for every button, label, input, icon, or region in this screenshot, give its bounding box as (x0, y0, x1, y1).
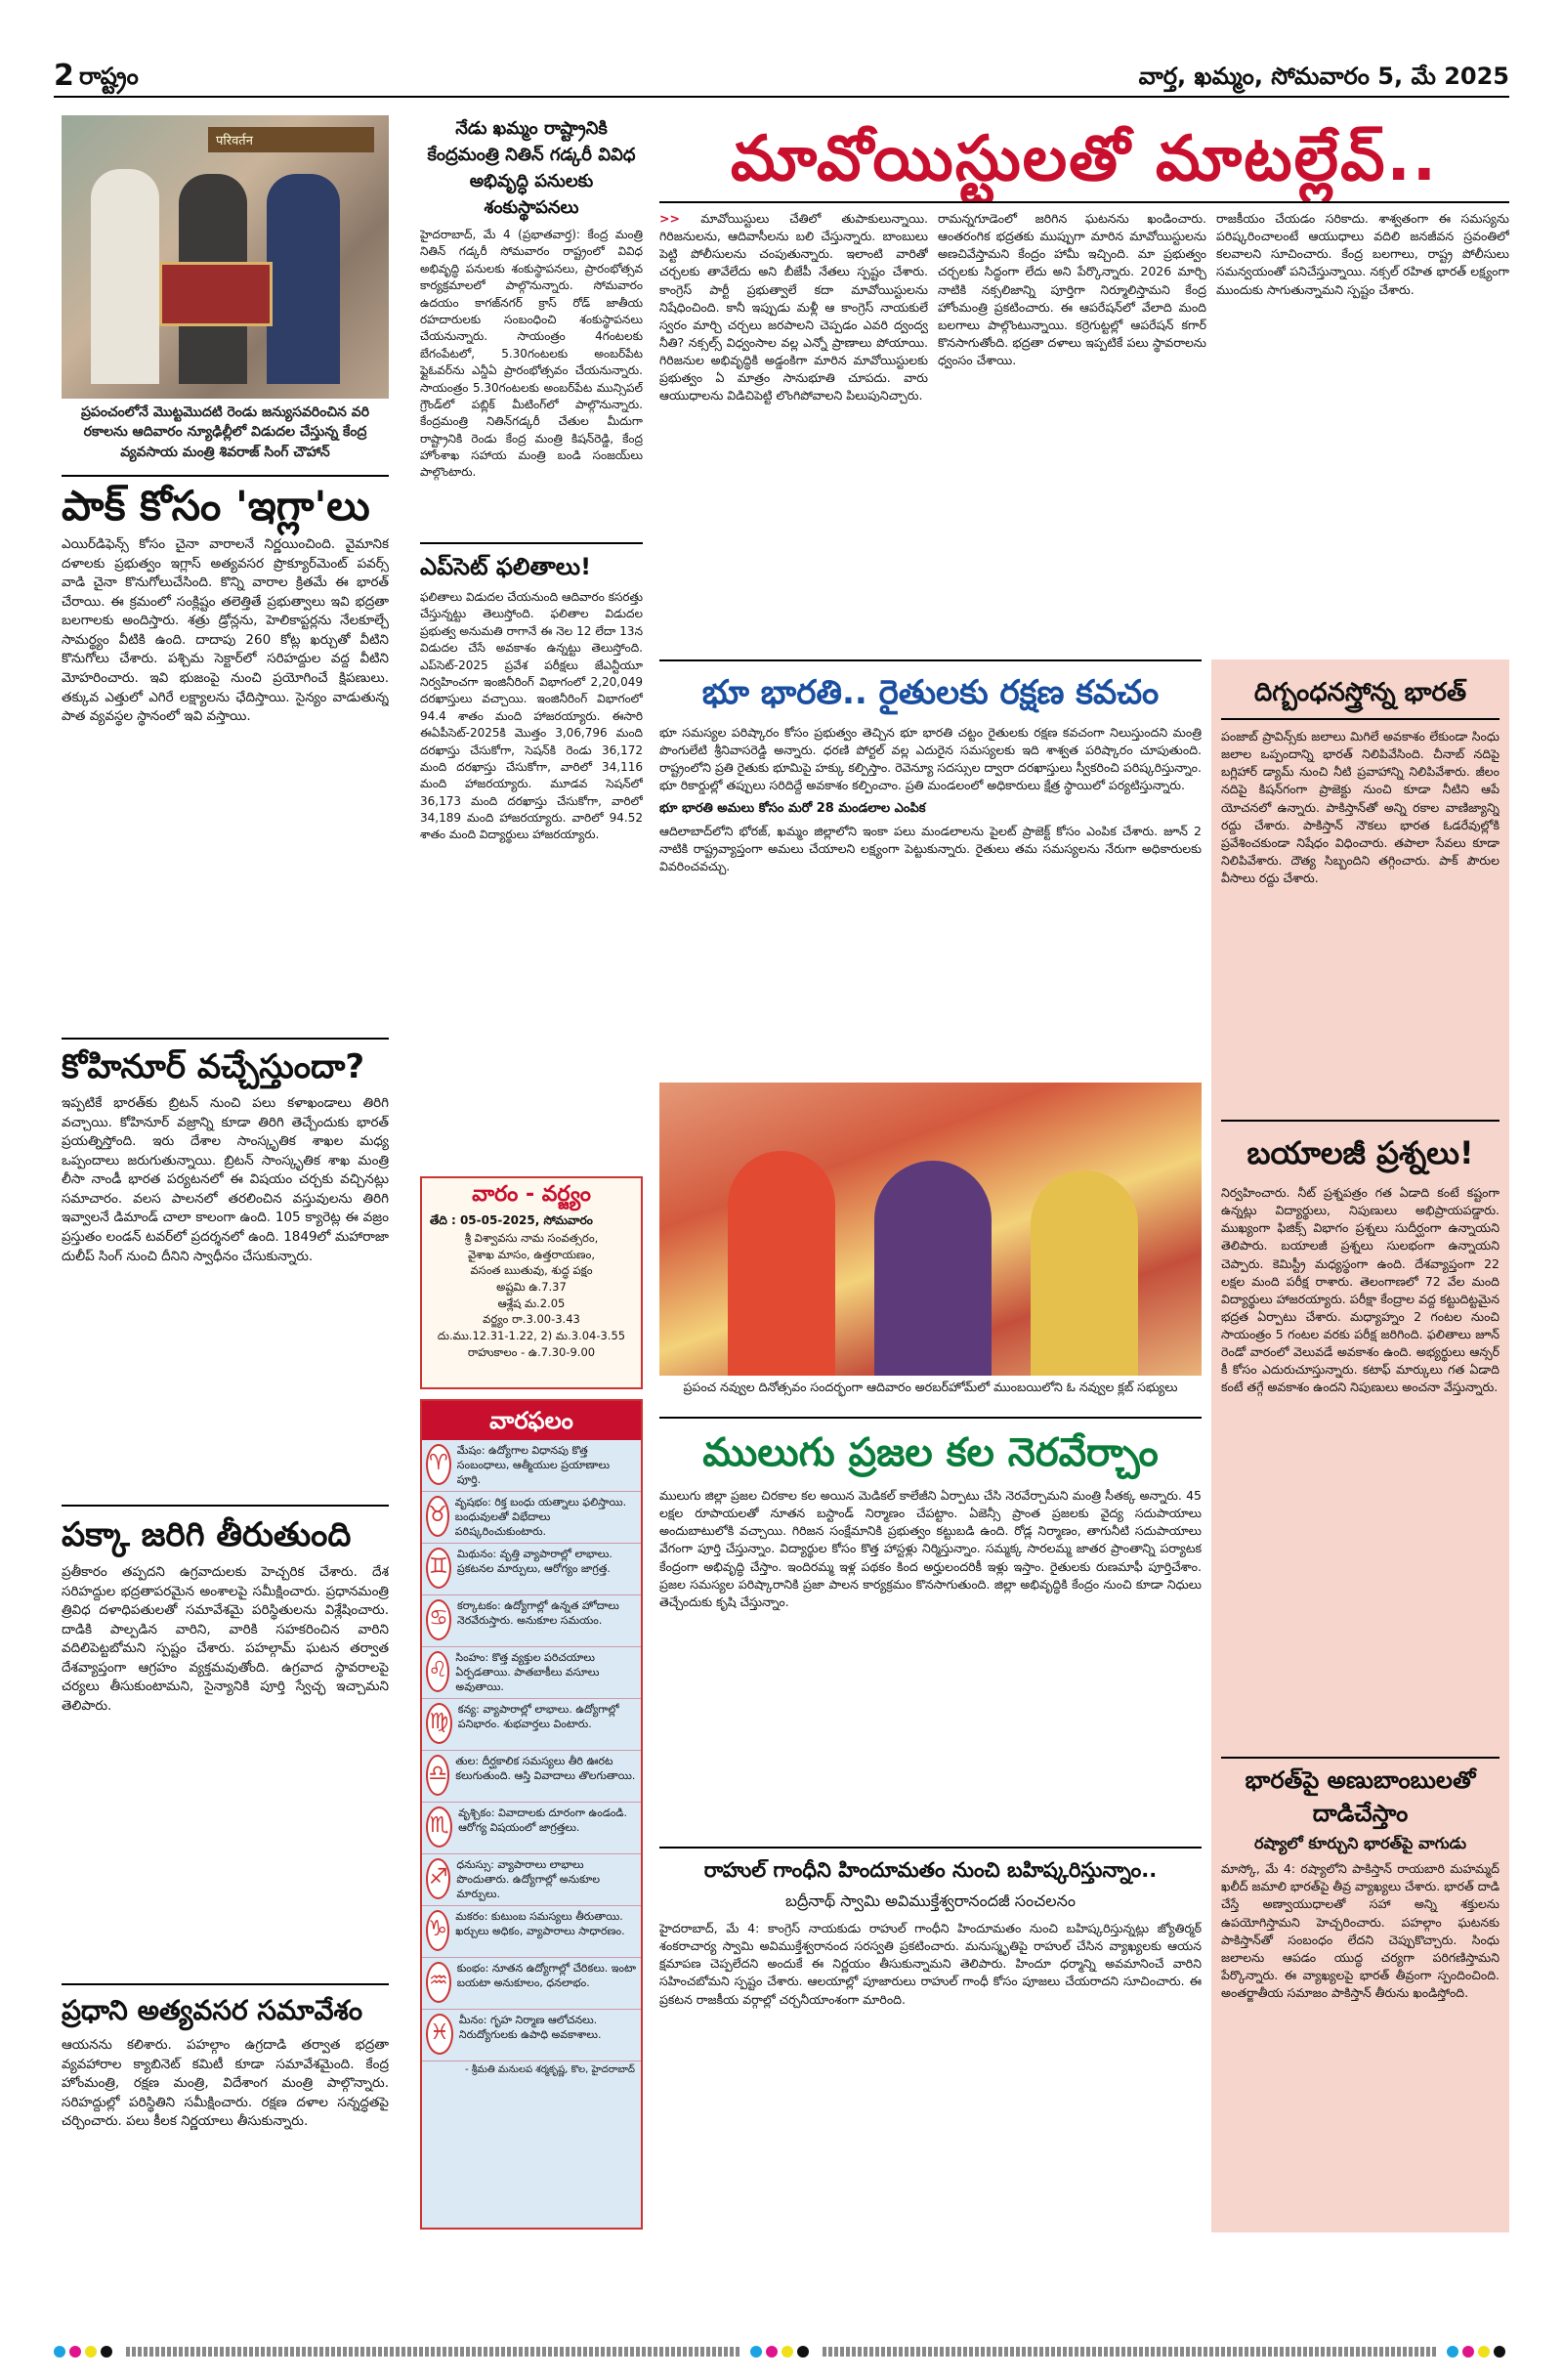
masthead-rule (54, 96, 1509, 98)
figure (267, 174, 340, 384)
bharat-anu-headline: భారత్‌పై అణుబాంబులతో దాడిచేస్తాం (1245, 1766, 1476, 1827)
kohinoor-body: ఇప్పటికే భారత్‌కు బ్రిటన్ నుంచి పలు కళాఖండాలు తిరిగి వచ్చాయి. కోహినూర్ వజ్రాన్ని కూడా తిరిగి తెచ్చేందుకు భారత్ ప్రయత్నిస్తోంది. ఇరు దేశాల సాంస్కృతిక శాఖల మధ్య ఒప్పందాలు జరుగుతున్నాయి. బ్రిటన్ సాంస్కృతిక శాఖ మంత్రి లీసా నాండీ భారత పర్యటనలో ఈ విషయం చర్చకు వచ్చినట్లు సమాచారం. వలస పాలనలో తరలించిన వస్తువులను తిరిగి ఇవ్వాలనే డిమాండ్ చాలా కాలంగా ఉంది. 105 క్యారెట్ల ఈ వజ్రం ప్రస్తుతం లండన్ టవర్‌లో ప్రదర్శనలో ఉంది. 1849లో మహారాజా దులీప్ సింగ్ నుంచి దీనిని స్వాధీనం చేసుకున్నారు. (62, 1095, 389, 1264)
rasi-text: మీనం: గృహ నిర్మాణ ఆలోచనలు. నిరుద్యోగులకు ఉపాధి అవకాశాలు. (458, 2014, 602, 2041)
rasi-item (422, 1595, 641, 1647)
print-color-strip (54, 2343, 1509, 2360)
top-photo-caption: ప్రపంచంలోనే మొట్టమొదటి రెండు జన్యుసవరించిన వరి రకాలను ఆదివారం న్యూఢిల్లీలో విడుదల చేస్తున్న కేంద్ర వ్యవసాయ మంత్రి శివరాజ్ సింగ్ చౌహాన్ (80, 404, 370, 460)
ministers-photo (62, 115, 389, 399)
pakka-story (62, 1505, 389, 2013)
rasi-item (422, 1544, 641, 1595)
eapcet-headline: ఎప్‌సెట్ ఫలితాలు! (420, 553, 592, 580)
mulugu-story (659, 1417, 1202, 1837)
right-pink-column (1211, 659, 1509, 2232)
laughter-photo-caption: ప్రపంచ నవ్వుల దినోత్సవం సందర్భంగా ఆదివారం అరబర్‌హోమ్‌లో ముంబయిలోని ఓ నవ్వుల క్లబ్ సభ్యులు (683, 1380, 1178, 1394)
mulugu-headline: ములుగు ప్రజల కల నెరవేర్చాం (702, 1430, 1159, 1475)
vaaram-lines (430, 1230, 633, 1360)
bhubharati-body: భూ సమస్యల పరిష్కారం కోసం ప్రభుత్వం తెచ్చిన భూ భారతి చట్టం రైతులకు రక్షణ కవచంగా నిలుస్తుందని మంత్రి పొంగులేటి శ్రీనివాసరెడ్డి అన్నారు. ధరణి పోర్టల్ వల్ల ఎదురైన సమస్యలకు ఇది శాశ్వత పరిష్కారం చూపుతుంది. రాష్ట్రంలోని ప్రతి రైతుకు భూమిపై హక్కు కల్పిస్తాం. రెవెన్యూ సదస్సుల ద్వారా దరఖాస్తులు స్వీకరించి పరిష్కరిస్తున్నాం. భూ రికార్డుల్లో తప్పులు సరిదిద్దే అవకాశం కల్పించాం. ప్రతి మండలంలో అధికారులు క్షేత్ర స్థాయిలో పర్యటిస్తున్నారు. (659, 725, 1202, 793)
figure (91, 169, 159, 384)
digbandhana-body: పంజాబ్ ప్రావిన్స్‌కు జలాలు మిగిలే అవకాశం లేకుండా సింధు జలాల ఒప్పందాన్ని భారత్ నిలిపివేసింది. చీనాబ్ నదిపై బగ్లిహార్ డ్యామ్ నుంచి నీటి ప్రవాహాన్ని నిలిపివేశారు. జీలం నదిపై కిషన్‌గంగా ప్రాజెక్టు నుంచి కూడా నీటిని ఆపే యోచనలో ఉన్నారు. పాకిస్తాన్‌తో అన్ని రకాల వాణిజ్యాన్ని రద్దు చేశారు. పాకిస్తాన్ నౌకలు భారత ఓడరేవుల్లోకి ప్రవేశించకుండా నిషేధం విధించారు. తపాలా సేవలు కూడా నిలిపివేశారు. దౌత్య సిబ్బందిని తగ్గించారు. పాక్ పౌరుల వీసాలు రద్దు చేశారు. (1221, 729, 1500, 885)
zodiac-sign-icon: ♋ (426, 1599, 451, 1640)
rahul-subhead: బద్రీనాథ్ స్వామి అవిముక్తేశ్వరానందజీ సంచలనం (785, 1891, 1076, 1910)
bharat-anu-body: మాస్కో, మే 4: రష్యాలోని పాకిస్తాన్ రాయబారి మహమ్మద్ ఖలీద్ జమాలి భారత్‌పై తీవ్ర వ్యాఖ్యలు చేశారు. భారత్ దాడి చేస్తే అణ్వాయుధాలతో సహా అన్ని శక్తులను ఉపయోగిస్తామని హెచ్చరించారు. పహల్గాం ఘటనకు పాకిస్తాన్‌తో సంబంధం లేదని చెప్పుకొచ్చారు. సింధు జలాలను ఆపడం యుద్ధ చర్యగా పరిగణిస్తామని పేర్కొన్నారు. ఈ వ్యాఖ్యలపై భారత్ తీవ్రంగా స్పందించింది. అంతర్జాతీయ సమాజం పాకిస్తాన్ తీరును ఖండిస్తోంది. (1221, 1861, 1500, 2001)
banner-strip: परिवर्तन (208, 127, 374, 152)
vaaram-title: వారం - వర్జ్యం (472, 1182, 591, 1207)
vaaram-line: వసంత ఋతువు, శుద్ధ పక్షం (470, 1263, 593, 1278)
rasi-item (422, 1751, 641, 1803)
rasi-text: తుల: దీర్ఘకాలిక సమస్యలు తీరి ఊరట కలుగుతుంది. ఆస్తి వివాదాలు తొలగుతాయి. (455, 1755, 636, 1782)
bhubharati-headline: భూ భారతి.. రైతులకు రక్షణ కవచం (701, 673, 1160, 712)
top-photo-block (62, 115, 389, 467)
rahul-headline: రాహుల్ గాంధీని హిందూమతం నుంచి బహిష్కరిస్తున్నాం.. (703, 1858, 1158, 1882)
page-number: 2 (54, 59, 74, 93)
zodiac-sign-icon: ♏ (426, 1806, 452, 1848)
rasi-text: మిథునం: వృత్తి వ్యాపారాల్లో లాభాలు. ప్రకటనల మార్పులు, ఆరోగ్యం జాగ్రత్త. (456, 1548, 613, 1575)
rasi-title: వారఫలం (422, 1401, 641, 1440)
figure (1031, 1170, 1138, 1376)
rahul-body: హైదరాబాద్, మే 4: కాంగ్రెస్ నాయకుడు రాహుల్ గాంధీని హిందూమతం నుంచి బహిష్కరిస్తున్నట్లు జ్యోతిర్మఠ్ శంకరాచార్య స్వామి అవిముక్తేశ్వరానంద సరస్వతి ప్రకటించారు. మనుస్మృతిపై రాహుల్ చేసిన వ్యాఖ్యలకు ఆయన క్షమాపణ చెప్పలేదని అందుకే ఈ నిర్ణయం తీసుకున్నామని తెలిపారు. హిందూ ధర్మాన్ని అవమానించే వారిని సహించబోమని స్పష్టం చేశారు. ఆలయాల్లో పూజారులు రాహుల్ గాంధీ కోసం పూజలు చేయరాదని సూచించారు. ఈ ప్రకటన రాజకీయ వర్గాల్లో చర్చనీయాంశంగా మారింది. (659, 1921, 1202, 2007)
zodiac-sign-icon: ♊ (426, 1548, 451, 1589)
gadkari-box (420, 115, 643, 526)
rasi-box (420, 1399, 643, 2230)
figure (728, 1151, 835, 1376)
rasi-text: కర్కాటకం: ఉద్యోగాల్లో ఉన్నత హోదాలు నెరవేరుస్తారు. అనుకూల సమయం. (457, 1599, 619, 1627)
dateline: వార్త, ఖమ్మం, సోమవారం 5, మే 2025 (1138, 63, 1509, 90)
main-story-col2-text: రామన్నగూడెంలో జరిగిన ఘటనను ఖండించారు. ఆంతరంగిక భద్రతకు ముప్పుగా మారిన మావోయిస్టులను అణచివేస్తామని కేంద్రం హామీ ఇచ్చింది. మా ప్రభుత్వం చర్చలకు సిద్ధంగా లేదు అని పేర్కొన్నారు. 2026 మార్చి నాటికి నక్సలిజాన్ని పూర్తిగా నిర్మూలిస్తామని కేంద్ర హోంమంత్రి ప్రకటించారు. ఈ ఆపరేషన్‌లో వేలాది మంది బలగాలు పాల్గొంటున్నాయి. కర్రెగుట్టల్లో ఆపరేషన్ కగార్ కొనసాగుతోంది. భద్రతా దళాలు ఇప్పటికే పలు స్థావరాలను ధ్వంసం చేశాయి. (938, 211, 1206, 367)
pak-story (62, 475, 389, 1027)
kohinoor-story (62, 1038, 389, 1497)
laughter-club-photo (659, 1083, 1202, 1376)
rice-packet (159, 262, 273, 326)
vaaram-date: తేది : 05-05-2025, సోమవారం (430, 1213, 593, 1227)
rasi-text: కుంభం: నూతన ఉద్యోగాల్లో చేరికలు. ఇంటా బయటా అనుకూలం, ధనలాభం. (456, 1962, 636, 1989)
rasi-text: మేషం: ఉద్యోగాల విధానపు కొత్త సంబంధాలు, ఆత్మీయుల ప్రయాణాలు పూర్తి. (456, 1444, 611, 1486)
vaaram-box (420, 1176, 643, 1389)
bharat-anu-subhead: రష్యాలో కూర్చుని భారత్‌పై వాగుడు (1253, 1834, 1467, 1853)
main-story-col1-text: మావోయిస్టులు చేతిలో తుపాకులున్నాయి. గిరిజనులను, ఆదివాసీలను బలి చేస్తున్నారు. బాంబులు పెట్టి పోలీసులను చంపుతున్నారు. ఇలాంటి వారితో చర్చలకు తావేలేదు అని బీజేపీ నేతలు స్పష్టం చేశారు. కాంగ్రెస్ పార్టీ ప్రభుత్వాలే కదా మావోయిస్టులను నిషేధించింది. కానీ ఇప్పుడు మళ్లీ ఆ కాంగ్రెస్ నాయకులే స్వరం మార్చి చర్చలు జరపాలని చెప్పడం ఎవరి ద్వంద్వ నీతి? నక్సల్స్ విధ్వంసాల వల్ల ఎన్నో ప్రాణాలు పోయాయి. గిరిజనుల అభివృద్ధికి అడ్డంకిగా మారిన మావోయిస్టులకు ప్రభుత్వం ఏ మాత్రం సానుభూతి చూపదు. వారు ఆయుధాలను విడిచిపెట్టి లొంగిపోవాలని పిలుపునిచ్చారు. (659, 211, 928, 404)
digbandhana-headline: దిగ్బంధనస్త్రోన్న భారత్ (1221, 667, 1500, 720)
gadkari-headline: నేడు ఖమ్మం రాష్ట్రానికి కేంద్రమంత్రి నితిన్ గడ్కరీ వివిధ అభివృద్ధి పనులకు శంకుస్థాపనలు (427, 118, 636, 218)
vaaram-line: ఆశ్లేష మ.2.05 (497, 1296, 566, 1310)
rahul-story (659, 1847, 1202, 2228)
zodiac-sign-icon: ♈ (426, 1444, 451, 1485)
rasi-text: ధనుస్సు: వ్యాపారాలు లాభాలు పొందుతారు. ఉద్యోగాల్లో అనుకూల మార్పులు. (456, 1858, 601, 1900)
pradhani-body: ఆయనను కలిశారు. పహల్గాం ఉగ్రదాడి తర్వాత భద్రతా వ్యవహారాల క్యాబినెట్ కమిటీ కూడా సమావేశమైంది. కేంద్ర హోంమంత్రి, రక్షణ మంత్రి, విదేశాంగ మంత్రి పాల్గొన్నారు. సరిహద్దుల్లో పరిస్థితిని సమీక్షించారు. రక్షణ దళాల సన్నద్ధతపై చర్చించారు. పలు కీలక నిర్ణయాలు తీసుకున్నారు. (62, 2037, 389, 2130)
rasi-item (422, 1492, 641, 1544)
rasi-item (422, 1958, 641, 2010)
zodiac-sign-icon: ♉ (426, 1496, 449, 1537)
zodiac-sign-icon: ♍ (426, 1703, 452, 1744)
zodiac-sign-icon: ♑ (426, 1910, 449, 1951)
zodiac-sign-icon: ♒ (426, 1962, 451, 2003)
rasi-text: వృశ్చికం: వివాదాలకు దూరంగా ఉండండి. ఆరోగ్య విషయంలో జాగ్రత్తలు. (458, 1806, 628, 1834)
zodiac-sign-icon: ♓ (426, 2014, 453, 2055)
rasi-item (422, 1854, 641, 1906)
mulugu-body: ములుగు జిల్లా ప్రజల చిరకాల కల అయిన మెడికల్ కాలేజీని ఏర్పాటు చేసి నెరవేర్చామని మంత్రి సీతక్క అన్నారు. 45 లక్షల రూపాయలతో నూతన బస్టాండ్ నిర్మాణం చేపట్టాం. ఏజెన్సీ ప్రాంత ప్రజలకు వైద్య సదుపాయాలు అందుబాటులోకి వచ్చాయి. గిరిజన సంక్షేమానికి ప్రభుత్వం కట్టుబడి ఉంది. రోడ్ల నిర్మాణం, తాగునీటి సదుపాయాలు వేగంగా పూర్తి చేస్తున్నాం. విద్యార్థుల కోసం కొత్త హాస్టళ్లు నిర్మిస్తున్నాం. సమ్మక్క సారలమ్మ జాతర ప్రాంతాన్ని పర్యాటక కేంద్రంగా అభివృద్ధి చేస్తాం. ఇందిరమ్మ ఇళ్ల పథకం కింద అర్హులందరికీ ఇళ్లు ఇస్తాం. రైతులకు రుణమాఫీ పూర్తిచేశాం. ప్రజల సమస్యల పరిష్కారానికి ప్రజా పాలన కార్యక్రమం కొనసాగుతుంది. జిల్లా అభివృద్ధికి కేంద్రం నుంచి కూడా నిధులు తెచ్చేందుకు కృషి చేస్తున్నాం. (659, 1488, 1202, 1609)
main-story-col2 (938, 210, 1206, 650)
main-story-col3-text: రాజకీయం చేయడం సరికాదు. శాశ్వతంగా ఈ సమస్యను పరిష్కరించాలంటే ఆయుధాలు వదిలి జనజీవన స్రవంతిలో కలవాలని సూచించారు. కేంద్ర బలగాలు, రాష్ట్ర పోలీసులు సమన్వయంతో పనిచేస్తున్నాయి. నక్సల్ రహిత భారత్ లక్ష్యంగా ముందుకు సాగుతున్నామని స్పష్టం చేశారు. (1216, 211, 1509, 297)
figure (874, 1161, 992, 1376)
pakka-headline: పక్కా జరిగి తీరుతుంది (62, 1515, 352, 1554)
rasi-item (422, 2010, 641, 2061)
rasi-item (422, 1440, 641, 1492)
eapcet-box (420, 542, 643, 1148)
rasi-list (422, 1440, 641, 2061)
pakka-body: ప్రతీకారం తప్పదని ఉగ్రవాదులకు హెచ్చరిక చేశారు. దేశ సరిహద్దుల భద్రతాపరమైన అంశాలపై సమీక్షించారు. ప్రధానమంత్రి త్రివిధ దళాధిపతులతో సమావేశమై పరిస్థితులను విశ్లేషించారు. దాడికి పాల్పడిన వారిని, వారికి సహకరించిన వారిని వదిలిపెట్టబోమని స్పష్టం చేశారు. పహల్గామ్ ఘటన తర్వాత దేశవ్యాప్తంగా ఆగ్రహం వ్యక్తమవుతోంది. ఉగ్రవాద స్థావరాలపై చర్యలు తీసుకుంటామని, సైన్యానికి పూర్తి స్వేచ్ఛ ఇచ్చామని తెలిపారు. (62, 1564, 389, 1714)
main-story-col3 (1216, 210, 1509, 650)
zodiac-sign-icon: ♎ (426, 1755, 449, 1796)
eapcet-body: ఫలితాలు విడుదల చేయనుంది ఆదివారం కసరత్తు చేస్తున్నట్టు తెలుస్తోంది. ఫలితాల విడుదల ప్రభుత్వ అనుమతి రాగానే ఈ నెల 12 లేదా 13న విడుదల చేసే అవకాశం ఉన్నట్టు తెలుస్తోంది. ఎప్‌సెట్-2025 ప్రవేశ పరీక్షలు జేఎన్టీయూ నిర్వహించగా ఇంజినీరింగ్ విభాగంలో 2,20,049 దరఖాస్తులు వచ్చాయి. ఇంజినీరింగ్ విభాగంలో 94.4 శాతం మంది హాజరయ్యారు. ఈసారి ఈఏపీసెట్-2025కి మొత్తం 3,06,796 మంది దరఖాస్తు చేసుకోగా, సెషన్‌కి రెండు 36,172 మంది దరఖాస్తు చేసుకోగా, వారిలో 34,116 మంది హాజరయ్యారు. మూడవ సెషన్‌లో 36,173 మంది దరఖాస్తు చేసుకోగా, వారిలో 34,189 మంది హాజరయ్యారు. వారిలో 94.52 శాతం మంది విద్యార్థులు హాజరయ్యారు. (420, 590, 643, 842)
gadkari-body: హైదరాబాద్, మే 4 (ప్రభాతవార్త): కేంద్ర మంత్రి నితిన్ గడ్కరీ సోమవారం రాష్ట్రంలో వివిధ అభివృద్ధి పనులకు శంకుస్థాపనలు, ప్రారంభోత్సవ కార్యక్రమాలలో పాల్గొనున్నారు. సోమవారం ఉదయం కాగజ్‌నగర్ క్రాస్ రోడ్ జాతీయ రహదారులకు సంబంధించి శంకుస్థాపనలు చేయనున్నారు. సాయంత్రం 4గంటలకు బేగంపేటలో, 5.30గంటలకు అంబర్‌పేట ఫ్లైఓవర్‌ను ఎన్డీఏ ప్రారంభోత్సవం చేయనున్నారు. సాయంత్రం 5.30గంటలకు అంబర్‌పేట మున్సిపల్ గ్రౌండ్‌లో పబ్లిక్ మీటింగ్‌లో పాల్గొనున్నారు. కేంద్రమంత్రి నితిన్‌గడ్కరీ చేతుల మీదుగా రాష్ట్రానికి రెండు కేంద్ర మంత్రి కిషన్‌రెడ్డి, కేంద్ర హోంశాఖ సహాయ మంత్రి బండి సంజయ్‌లు పాల్గొంటారు. (420, 228, 643, 480)
rasi-text: కన్య: వ్యాపారాల్లో లాభాలు. ఉద్యోగాల్లో పనిభారం. శుభవార్తలు వింటారు. (457, 1703, 619, 1730)
zodiac-sign-icon: ♐ (426, 1858, 450, 1899)
vaaram-line: వర్జ్యం రా.3.00-3.43 (483, 1312, 580, 1327)
main-headline: మావోయిస్టులతో మాటల్లేవ్.. (730, 123, 1439, 195)
biology-headline: బయాలజీ ప్రశ్నలు! (1246, 1134, 1474, 1171)
rasi-text: మకరం: కుటుంబ సమస్యలు తీరుతాయి. ఖర్చులు అధికం, వ్యాపారాలు సాధారణం. (455, 1910, 625, 1937)
rasi-footer: - శ్రీమతి మనులప శర్మకృష్ణ, కొల, హైదరాబాద్ (464, 2064, 635, 2075)
pak-headline: పాక్ కోసం 'ఇగ్లా'లు (62, 482, 370, 530)
rasi-text: వృషభం: రిక్త బంధు యత్నాలు ఫలిస్తాయి. బంధువులతో విభేదాలు పరిష్కరించుకుంటారు. (454, 1496, 627, 1538)
rasi-text: సింహం: కొత్త వ్యక్తుల పరిచయాలు ఏర్పడతాయి. పాతబాకీలు వసూలు అవుతాయి. (455, 1651, 600, 1693)
kohinoor-headline: కోహినూర్ వచ్చేస్తుందా? (62, 1047, 365, 1086)
vaaram-line: అష్టమి ఉ.7.37 (496, 1280, 567, 1295)
rasi-item (422, 1803, 641, 1854)
rasi-item (422, 1699, 641, 1751)
vaaram-line: శ్రీ విశ్వావసు నామ సంవత్సరం, (464, 1231, 599, 1245)
section-name: రాష్ట్రం (79, 63, 139, 90)
zodiac-sign-icon: ♌ (426, 1651, 449, 1692)
pradhani-story (62, 1983, 389, 2228)
vaaram-line: దు.ము.12.31-1.22, 2) మ.3.04-3.55 (437, 1329, 626, 1343)
rasi-item (422, 1647, 641, 1699)
vaaram-line: వైశాఖ మాసం, ఉత్తరాయణం, (467, 1247, 596, 1261)
vaaram-line: రాహుకాలం - ఉ.7.30-9.00 (467, 1344, 596, 1359)
bhubharati-body2: ఆదిలాబాద్‌లోని భోరజ్, ఖమ్మం జిల్లాలోని ఇంకా పలు మండలాలను పైలట్ ప్రాజెక్ట్ కోసం ఎంపిక చేశారు. జూన్ 2 నాటికి రాష్ట్రవ్యాప్తంగా అమలు చేయాలని లక్ష్యంగా పెట్టుకున్నారు. రైతులు తమ సమస్యలను నేరుగా అధికారులకు వివరించవచ్చు. (659, 823, 1202, 873)
main-headline-block (659, 115, 1509, 203)
pak-body: ఎయిర్‌డిఫెన్స్ కోసం చైనా వారాలనే నిర్ణయించింది. వైమానిక దళాలకు ప్రభుత్వం ఇగ్లాస్ అత్యవసర ప్రొక్యూర్‌మెంట్ పవర్స్ వాడి చైనా కొనుగోలుచేసింది. కొన్ని వారాల క్రితమే ఈ భారత్ చేరాయి. ఈ క్రమంలో సంక్లిష్టం తలెత్తితే ప్రభుత్వాలు ఇవి భద్రతా బలగాలకు అందిస్తారు. శత్రు డ్రోన్లను, హెలికాప్టర్లను నేలకూల్చే సామర్థ్యం వీటికి ఉంది. దాదాపు 260 కోట్ల ఖర్చుతో వీటిని కొనుగోలు చేశారు. పశ్చిమ సెక్టార్‌లో సరిహద్దుల వద్ద వీటిని మోహరించారు. ఇవి భుజంపై నుంచి ప్రయోగించే క్షిపణులు. తక్కువ ఎత్తులో ఎగిరే లక్ష్యాలను ఛేదిస్తాయి. సైన్యం వాడుతున్న పాత వ్యవస్థల స్థానంలో ఇవి వస్తాయి. (62, 536, 389, 725)
bhubharati-subhead: భూ భారతి అమలు కోసం మరో 28 మండలాల ఎంపిక (659, 800, 926, 816)
biology-body: నిర్వహించారు. నీట్ ప్రశ్నపత్రం గత ఏడాది కంటే కష్టంగా ఉన్నట్లు విద్యార్థులు, నిపుణులు అభిప్రాయపడ్డారు. ముఖ్యంగా ఫిజిక్స్ విభాగం ప్రశ్నలు సుదీర్ఘంగా ఉన్నాయని తెలిపారు. బయాలజీ ప్రశ్నలు సులభంగా ఉన్నాయని చెప్పారు. కెమిస్ట్రీ మధ్యస్థంగా ఉంది. దేశవ్యాప్తంగా 22 లక్షల మంది పరీక్ష రాశారు. తెలంగాణలో 72 వేల మంది విద్యార్థులు హాజరయ్యారు. పరీక్షా కేంద్రాల వద్ద కట్టుదిట్టమైన భద్రత ఏర్పాటు చేశారు. మధ్యాహ్నం 2 గంటల నుంచి సాయంత్రం 5 గంటల వరకు పరీక్ష జరిగింది. ఫలితాలు జూన్ రెండో వారంలో వెలువడే అవకాశం ఉంది. అభ్యర్థులు ఆన్సర్ కీ కోసం ఎదురుచూస్తున్నారు. కటాఫ్ మార్కులు గత ఏడాది కంటే తగ్గే అవకాశం ఉందని నిపుణులు అంచనా వేస్తున్నారు. (1221, 1185, 1500, 1395)
pradhani-headline: ప్రధాని అత్యవసర సమావేశం (62, 1994, 363, 2026)
laughter-photo-block (659, 1083, 1202, 1410)
rasi-item (422, 1906, 641, 1958)
masthead (54, 57, 1509, 96)
main-story-col1: >> మావోయిస్టులు చేతిలో తుపాకులున్నాయి. గిరిజనులను, ఆదివాసీలను బలి చేస్తున్నారు. బాంబులు పెట్టి పోలీసులను చంపుతున్నారు. ఇలాంటి వారితో చర్చలకు తావేలేదు అని బీజేపీ నేతలు స్పష్టం చేశారు. కాంగ్రెస్ పార్టీ ప్రభుత్వాలే కదా మావోయిస్టులను నిషేధించింది. కానీ ఇప్పుడు మళ్లీ ఆ కాంగ్రెస్ నాయకులే స్వరం మార్చి చర్చలు జరపాలని చెప్పడం ఎవరి ద్వంద్వ నీతి? నక్సల్స్ విధ్వంసాల వల్ల ఎన్నో ప్రాణాలు పోయాయి. గిరిజనుల అభివృద్ధికి అడ్డంకిగా మారిన మావోయిస్టులకు ప్రభుత్వం ఏ మాత్రం సానుభూతి చూపదు. వారు ఆయుధాలను విడిచిపెట్టి లొంగిపోవాలని పిలుపునిచ్చారు. (659, 211, 928, 404)
bhubharati-story (659, 659, 1202, 1075)
